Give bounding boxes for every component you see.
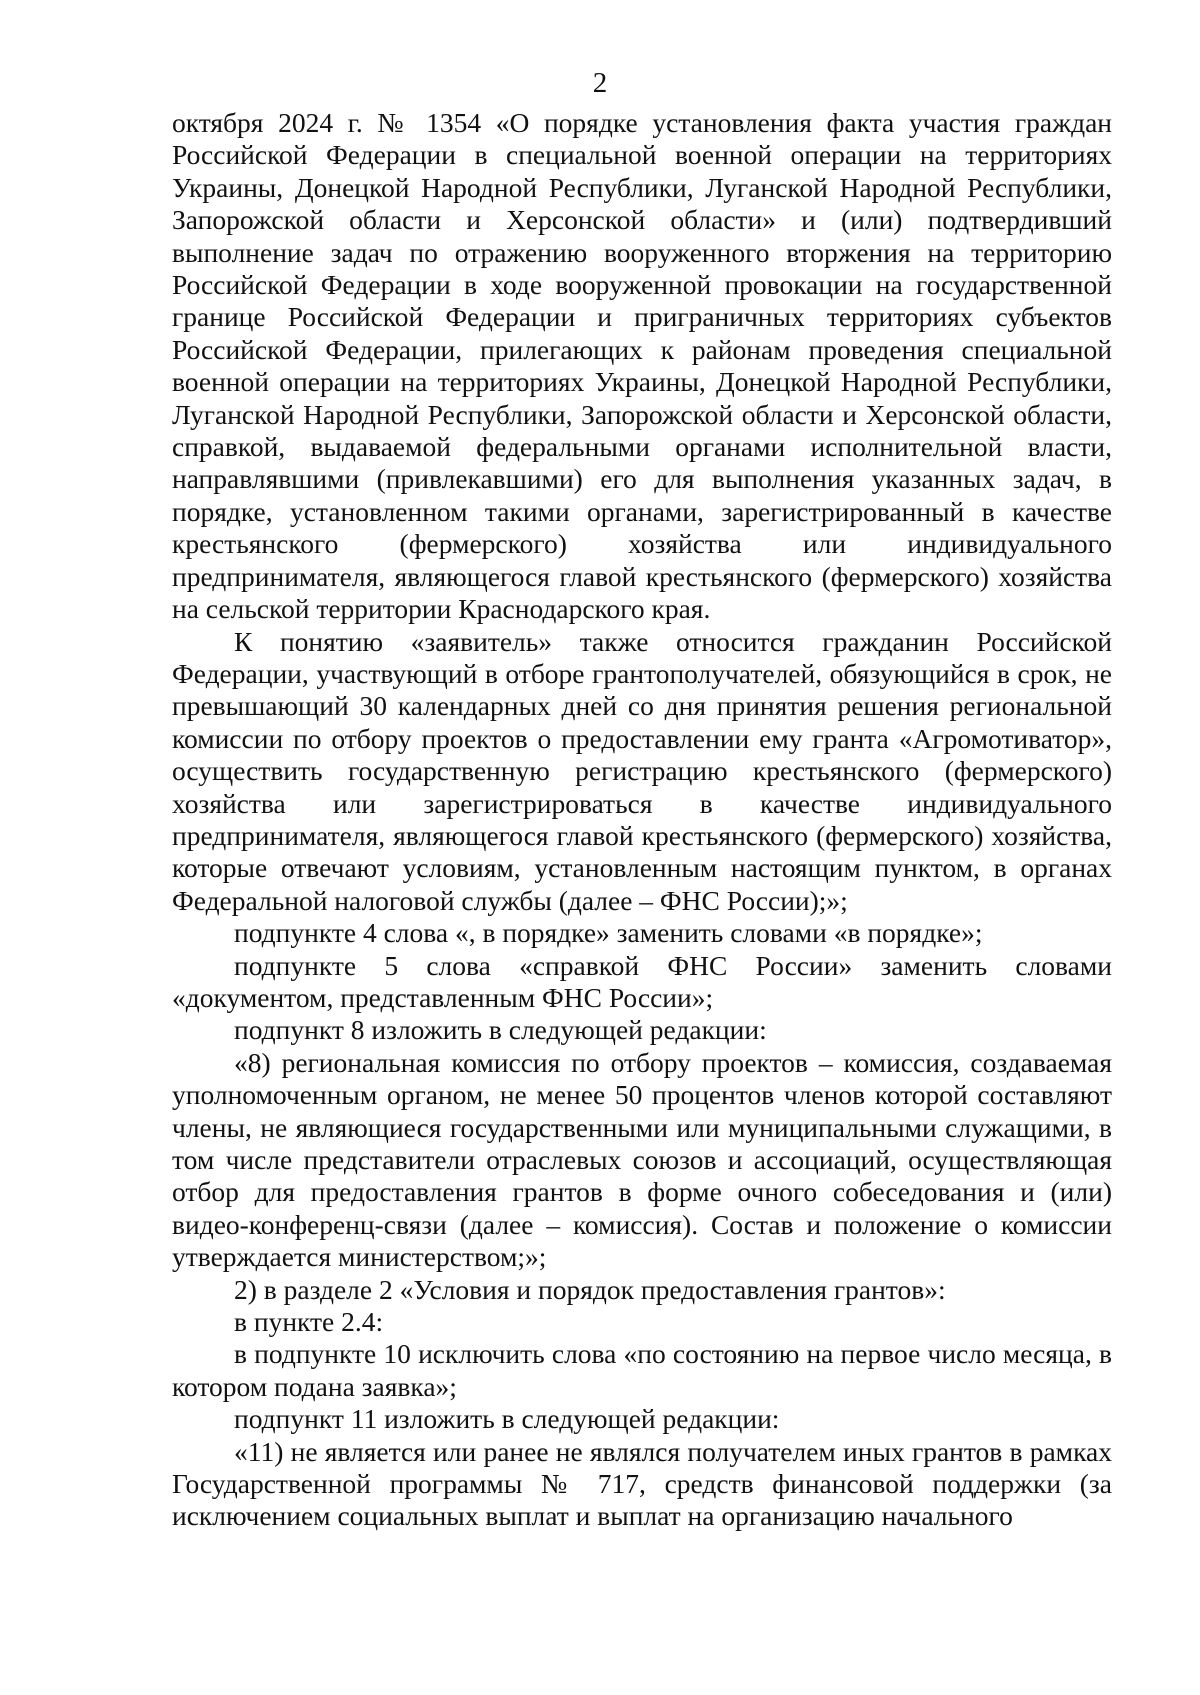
paragraph-subitem-5: подпункте 5 слова «справкой ФНС России» заменить словами «документом, представленным ФНС России»;	[172, 949, 1112, 1013]
paragraph-subitem-11-intro: подпункт 11 изложить в следующей редакции:	[234, 1403, 780, 1435]
document-body	[172, 107, 1112, 1533]
paragraph-applicant-definition: К понятию «заявитель» также относится гражданин Российской Федерации, участвующий в отборе грантополучателей, обязующийся в срок, не превышающий 30 календарных дней со дня принятия решения региональной комиссии по отбору проектов о предоставлении ему гранта «Агромотиватор», осуществить государственную регистрацию крестьянского (фермерского) хозяйства или зарегистрироваться в качестве индивидуального предпринимателя, являющегося главой крестьянского (фермерского) хозяйства, которые отвечают условиям, установленным настоящим пунктом, в органах Федеральной налоговой службы (далее – ФНС России);»;	[172, 625, 1112, 916]
paragraph-section-2: 2) в разделе 2 «Условия и порядок предоставления грантов»:	[234, 1273, 946, 1305]
page-number: 2	[592, 67, 608, 99]
paragraph-subitem-8-intro: подпункт 8 изложить в следующей редакции:	[234, 1014, 767, 1046]
paragraph-subitem-10: в подпункте 10 исключить слова «по состоянию на первое число месяца, в котором подана заявка»;	[172, 1338, 1112, 1402]
paragraph-subitem-8-text: «8) региональная комиссия по отбору проектов – комиссия, создаваемая уполномоченным органом, не менее 50 процентов членов которой составляют члены, не являющиеся государственными или муниципальными служащими, в том числе представители отраслевых союзов и ассоциаций, осуществляющая отбор для предоставления грантов в форме очного собеседования и (или) видео-конференц-связи (далее – комиссия). Состав и положение о комиссии утверждается министерством;»;	[172, 1046, 1112, 1273]
paragraph-subitem-4: подпункте 4 слова «, в порядке» заменить словами «в порядке»;	[234, 917, 983, 949]
paragraph-item-2-4: в пункте 2.4:	[234, 1306, 384, 1338]
paragraph-subitem-11-text: «11) не является или ранее не являлся получателем иных грантов в рамках Государственной программы № 717, средств финансовой поддержки (за исключением социальных выплат и выплат на организацию начального	[172, 1435, 1112, 1532]
paragraph-continuation: октября 2024 г. № 1354 «О порядке установления факта участия граждан Российской Федерации в специальной военной операции на территориях Украины, Донецкой Народной Республики, Луганской Народной Республики, Запорожской области и Херсонской области» и (или) подтвердивший выполнение задач по отражению вооруженного вторжения на территорию Российской Федерации в ходе вооруженной провокации на государственной границе Российской Федерации и приграничных территориях субъектов Российской Федерации, прилегающих к районам проведения специальной военной операции на территориях Украины, Донецкой Народной Республики, Луганской Народной Республики, Запорожской области и Херсонской области, справкой, выдаваемой федеральными органами исполнительной власти, направлявшими (привлекавшими) его для выполнения указанных задач, в порядке, установленном такими органами, зарегистрированный в качестве крестьянского (фермерского) хозяйства или индивидуального предпринимателя, являющегося главой крестьянского (фермерского) хозяйства на сельской территории Краснодарского края.	[172, 107, 1112, 625]
